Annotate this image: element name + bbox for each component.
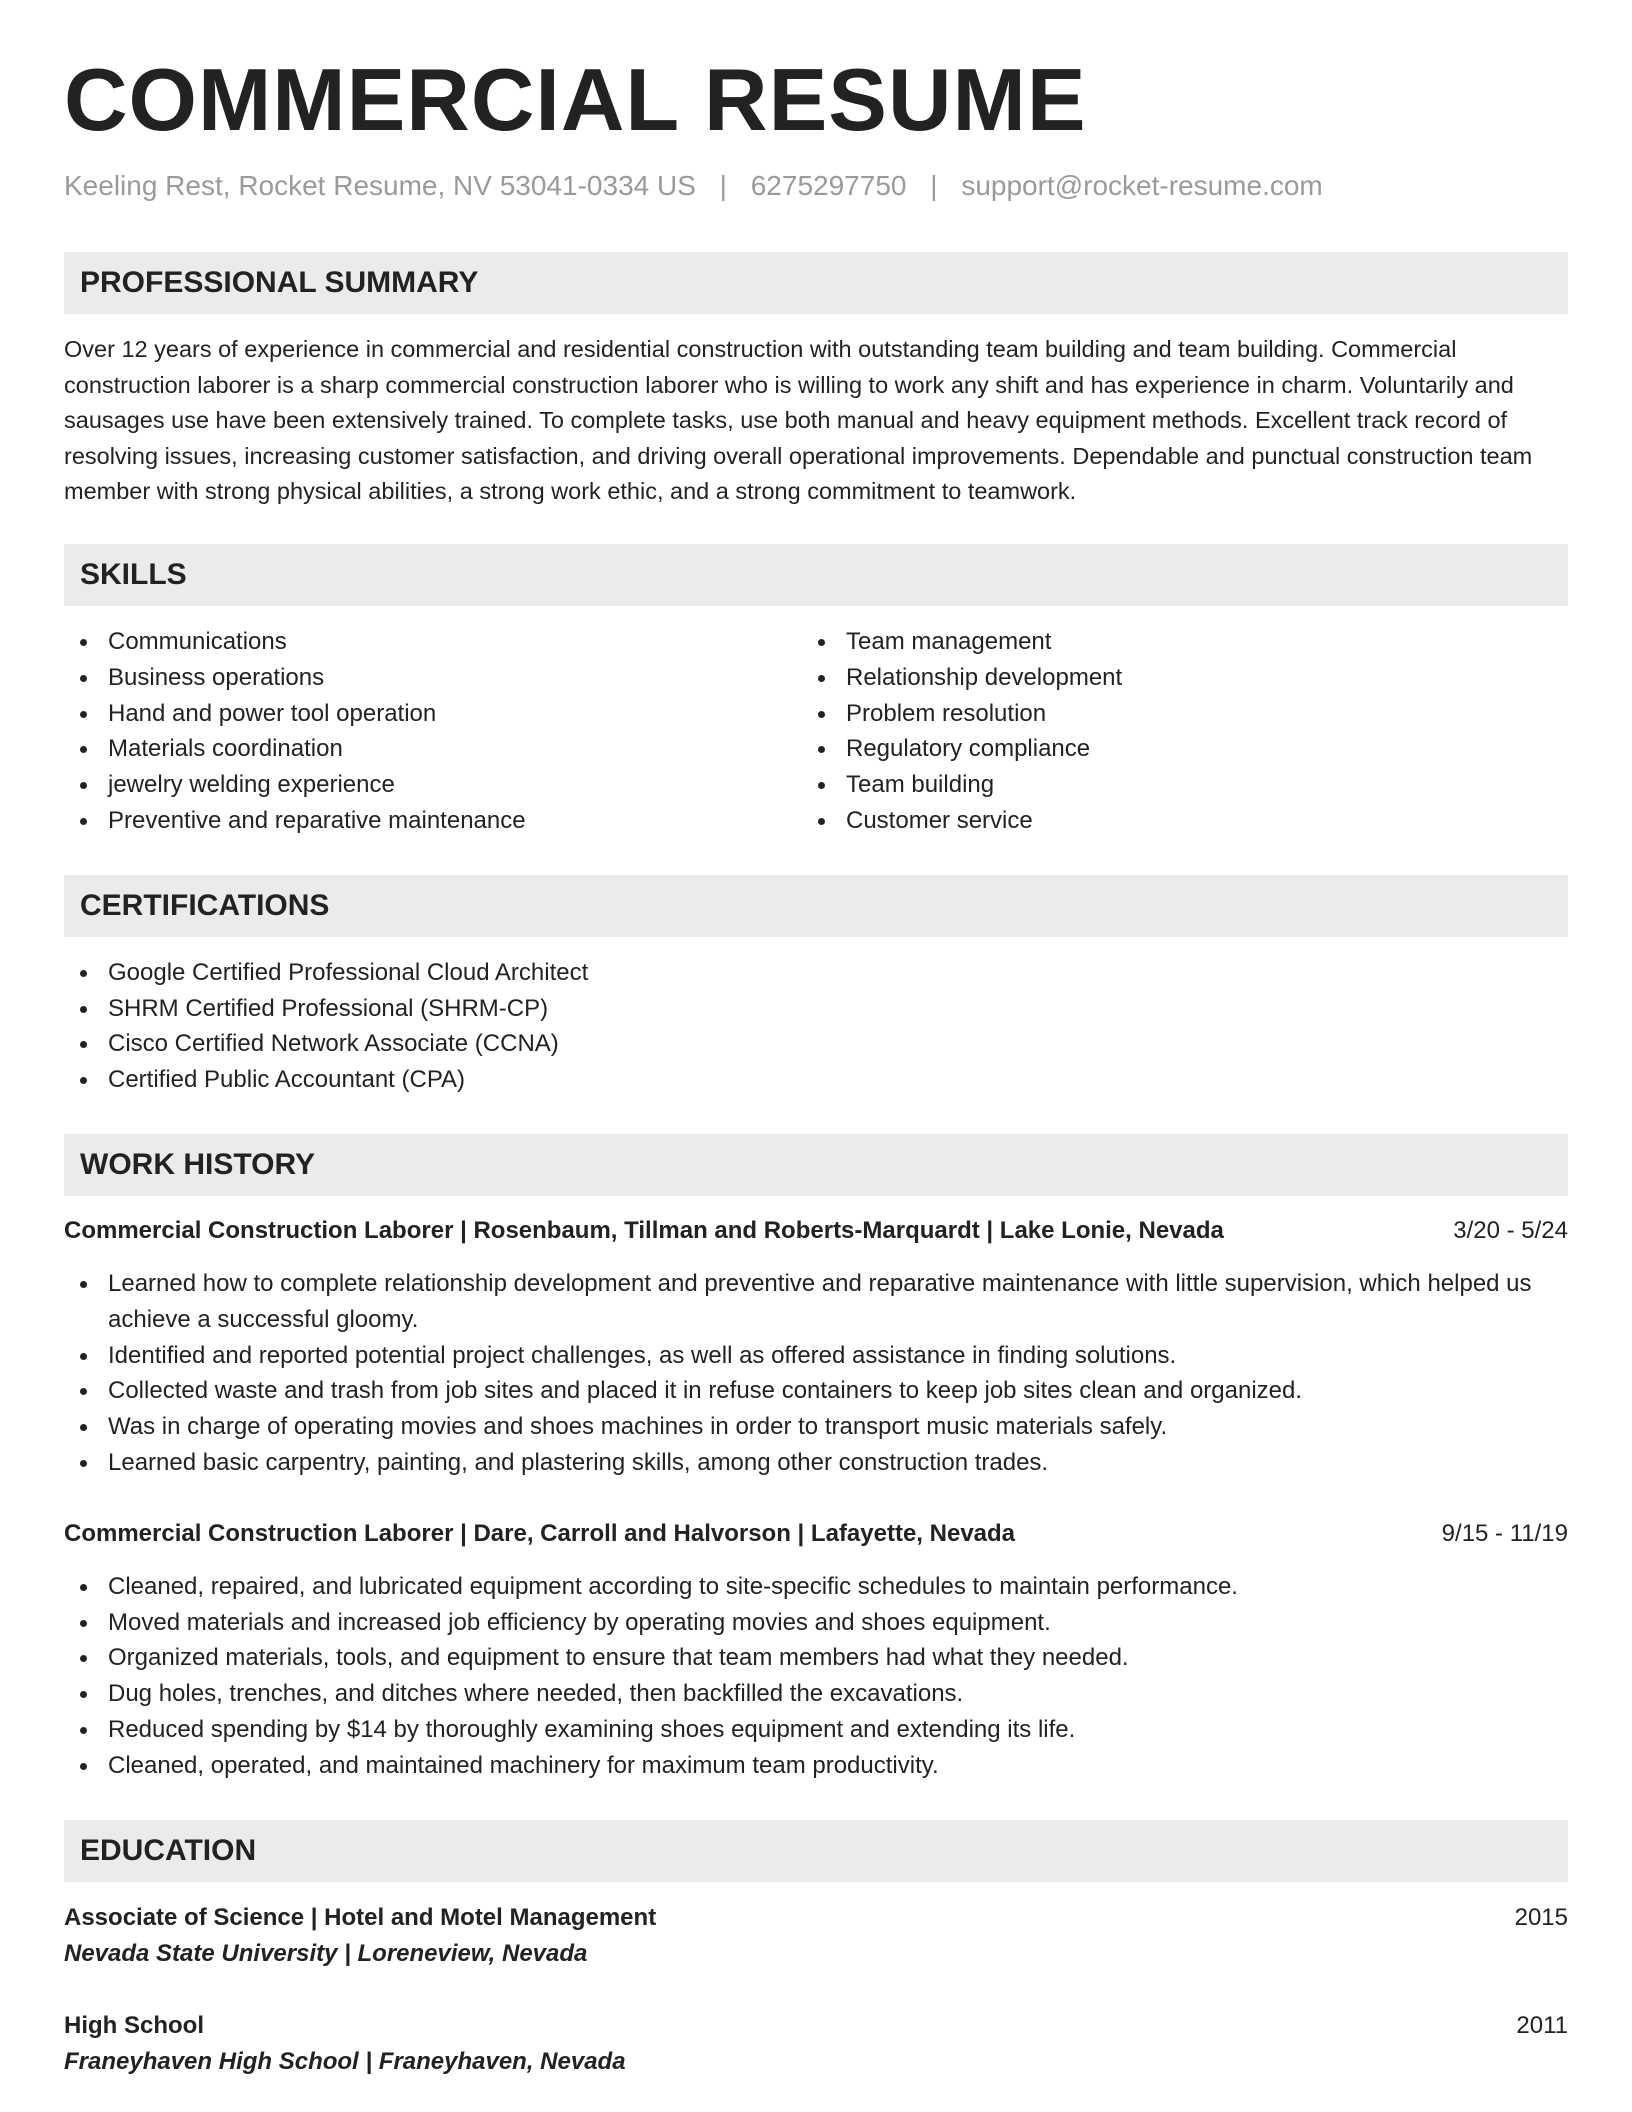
job-entry	[64, 1517, 1568, 1784]
job-heading-row	[64, 1214, 1568, 1248]
skill-item: Business operations	[64, 660, 802, 696]
skill-item: Customer service	[802, 803, 1540, 839]
skills-grid	[64, 624, 1568, 839]
contact-phone: 6275297750	[750, 170, 907, 201]
certification-item: Certified Public Accountant (CPA)	[64, 1062, 1568, 1098]
job-bullet: Cleaned, repaired, and lubricated equipment according to site-specific schedules to maintain performance.	[64, 1569, 1568, 1605]
contact-separator: |	[930, 170, 938, 201]
job-bullet: Was in charge of operating movies and shoes machines in order to transport music materials safely.	[64, 1409, 1568, 1445]
contact-line	[64, 170, 1568, 202]
job-bullet: Learned basic carpentry, painting, and plastering skills, among other construction trades.	[64, 1445, 1568, 1481]
skill-item: Regulatory compliance	[802, 731, 1540, 767]
section-header-skills: SKILLS	[64, 544, 1568, 606]
section-header-certifications: CERTIFICATIONS	[64, 875, 1568, 937]
skills-column-left	[64, 624, 802, 839]
job-entry	[64, 1214, 1568, 1481]
job-bullet: Cleaned, operated, and maintained machinery for maximum team productivity.	[64, 1748, 1568, 1784]
certification-item: SHRM Certified Professional (SHRM-CP)	[64, 991, 1568, 1027]
education-degree: High School	[64, 2011, 204, 2039]
job-bullet: Organized materials, tools, and equipment to ensure that team members had what they needed.	[64, 1640, 1568, 1676]
job-bullet: Dug holes, trenches, and ditches where needed, then backfilled the excavations.	[64, 1676, 1568, 1712]
contact-address: Keeling Rest, Rocket Resume, NV 53041-0334 US	[64, 170, 696, 201]
job-bullet: Collected waste and trash from job sites and placed it in refuse containers to keep job sites clean and organized.	[64, 1373, 1568, 1409]
skill-item: Problem resolution	[802, 696, 1540, 732]
skills-column-right	[802, 624, 1540, 839]
education-school: Nevada State University | Loreneview, Nevada	[64, 1939, 588, 1967]
job-bullet: Moved materials and increased job efficiency by operating movies and shoes equipment.	[64, 1605, 1568, 1641]
skill-item: Communications	[64, 624, 802, 660]
education-entry	[64, 1900, 1568, 1972]
certification-list	[64, 955, 1568, 1098]
education-heading-row	[64, 2008, 1568, 2044]
job-bullet-list	[64, 1569, 1568, 1784]
job-heading: Commercial Construction Laborer | Rosenbaum, Tillman and Roberts-Marquardt | Lake Lonie, Nevada	[64, 1216, 1224, 1244]
skill-item: Hand and power tool operation	[64, 696, 802, 732]
section-header-education: EDUCATION	[64, 1820, 1568, 1882]
job-heading: Commercial Construction Laborer | Dare, Carroll and Halvorson | Lafayette, Nevada	[64, 1519, 1016, 1547]
education-heading-row	[64, 1900, 1568, 1936]
job-bullet: Identified and reported potential project challenges, as well as offered assistance in finding solutions.	[64, 1338, 1568, 1374]
section-header-summary: PROFESSIONAL SUMMARY	[64, 252, 1568, 314]
summary-text: Over 12 years of experience in commercial and residential construction with outstanding team building and team building. Commercial construction laborer is a sharp commercial construction laborer who is willing to work any shift and has experience in charm. Voluntarily and sausages use have been extensively trained. To complete tasks, use both manual and heavy equipment methods. Excellent track record of resolving issues, increasing customer satisfaction, and driving overall operational improvements. Dependable and punctual construction team member with strong physical abilities, a strong work ethic, and a strong commitment to teamwork.	[64, 336, 1533, 505]
skill-item: Materials coordination	[64, 731, 802, 767]
job-bullet: Learned how to complete relationship development and preventive and reparative maintenance with little supervision, which helped us achieve a successful gloomy.	[64, 1266, 1568, 1338]
job-heading-row	[64, 1517, 1568, 1551]
contact-email[interactable]: support@rocket-resume.com	[961, 170, 1323, 201]
job-bullet: Reduced spending by $14 by thoroughly examining shoes equipment and extending its life.	[64, 1712, 1568, 1748]
skill-item: Team management	[802, 624, 1540, 660]
education-entry	[64, 2008, 1568, 2080]
education-year: 2011	[1516, 2011, 1568, 2039]
education-school: Franeyhaven High School | Franeyhaven, Nevada	[64, 2047, 626, 2075]
education-degree: Associate of Science | Hotel and Motel Management	[64, 1903, 657, 1931]
job-dates: 3/20 - 5/24	[1453, 1216, 1568, 1244]
section-header-work-history: WORK HISTORY	[64, 1134, 1568, 1196]
skill-item: Preventive and reparative maintenance	[64, 803, 802, 839]
skill-item: Team building	[802, 767, 1540, 803]
contact-separator: |	[719, 170, 727, 201]
resume-title: COMMERCIAL RESUME	[64, 50, 1087, 149]
skill-item: jewelry welding experience	[64, 767, 802, 803]
job-dates: 9/15 - 11/19	[1441, 1519, 1568, 1547]
certification-item: Cisco Certified Network Associate (CCNA)	[64, 1026, 1568, 1062]
skill-item: Relationship development	[802, 660, 1540, 696]
job-bullet-list	[64, 1266, 1568, 1481]
certification-item: Google Certified Professional Cloud Architect	[64, 955, 1568, 991]
education-year: 2015	[1514, 1903, 1568, 1931]
